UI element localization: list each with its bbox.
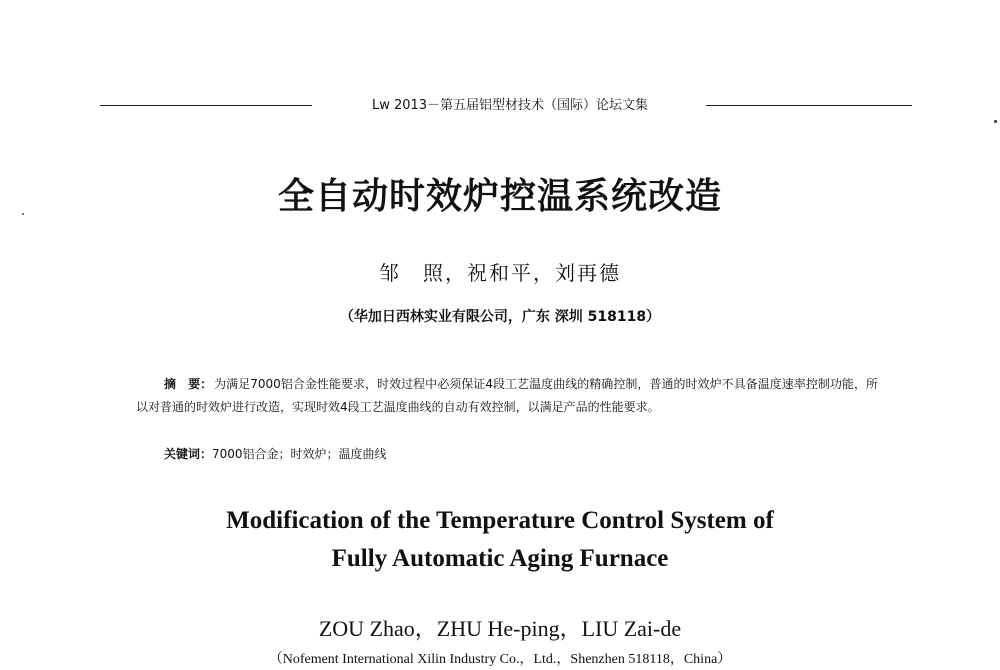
running-header [100,96,912,116]
keywords-text: 7000铝合金；时效炉；温度曲线 [212,447,387,461]
header-rule-right [706,105,912,106]
chinese-keywords [164,443,864,465]
chinese-title: 全自动时效炉控温系统改造 [277,175,722,217]
keywords-label: 关键词： [164,447,213,461]
english-title [0,502,1000,578]
abstract-text: 为满足7000铝合金性能要求，时效过程中必须保证4段工艺温度曲线的精确控制，普通的时效炉不具备温度速率控制功能，所以对普通的时效炉进行改造，实现时效4段工艺温度曲线的自动有效控制，以满足产品的性能要求。 [136,377,878,414]
english-title-line-1: Modification of the Temperature Control System of [226,507,774,534]
english-affiliation: （Nofement International Xilin Industry Co.，Ltd.，Shenzhen 518118，China） [268,652,732,667]
header-rule-left [100,105,312,106]
abstract-label: 摘 要： [164,377,213,391]
english-title-line-2: Fully Automatic Aging Furnace [331,545,669,572]
chinese-abstract [136,373,878,419]
english-authors: ZOU Zhao，ZHU He-ping，LIU Zai-de [318,616,682,641]
running-title: Lw 2013－第五届铝型材技术（国际）论坛文集 [371,98,649,113]
chinese-authors: 邹 照，祝和平，刘再德 [379,261,621,285]
chinese-affiliation: （华加日西林实业有限公司，广东 深圳 518118） [339,309,661,325]
scan-speck [994,120,997,123]
